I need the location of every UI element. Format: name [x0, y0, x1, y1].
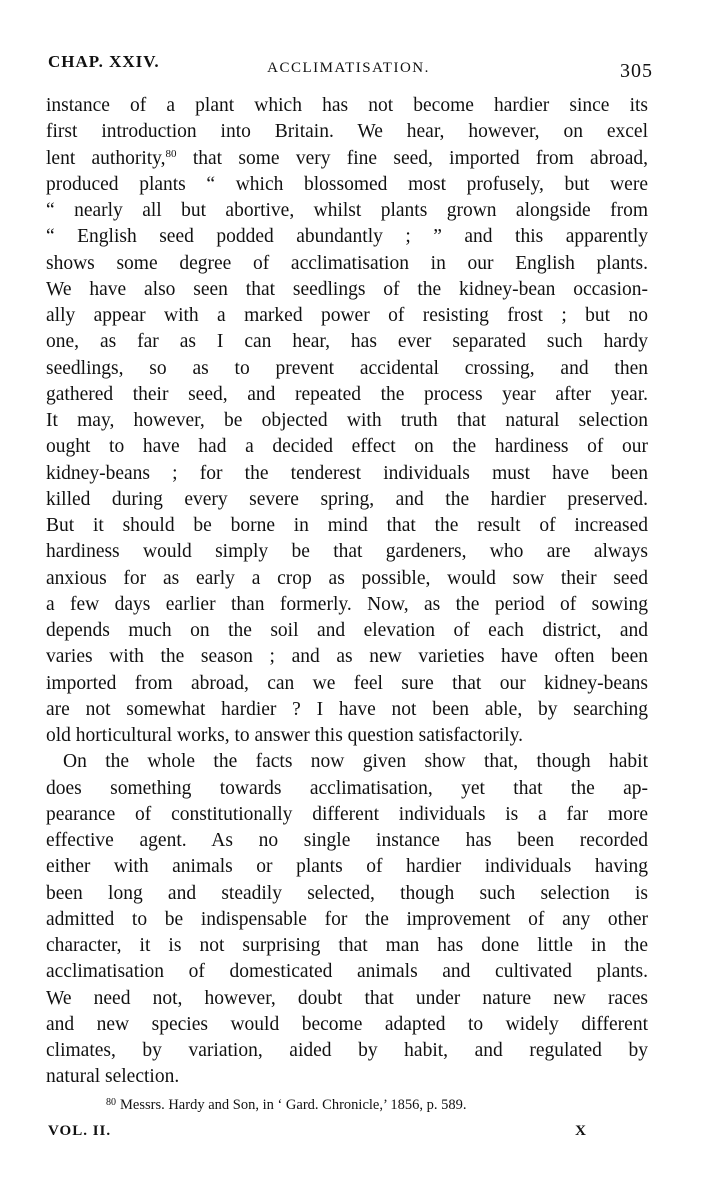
text-line: instance of a plant which has not become hardier since its: [46, 95, 648, 116]
text-line: effective agent. As no single instance has been recorded: [46, 830, 648, 851]
text-line: shows some degree of acclimatisation in our English plants.: [46, 252, 648, 274]
text-line: are not somewhat hardier ? I have not been able, by searching: [46, 698, 648, 720]
text-line: produced plants “ which blossomed most profusely, but were: [46, 173, 648, 195]
text-line: depends much on the soil and elevation of each district, and: [46, 620, 648, 641]
text-line: ought to have had a decided effect on the hardiness of our: [46, 436, 648, 458]
text-fragment: lent authority,: [46, 147, 166, 169]
running-head: [44, 50, 653, 80]
text-line: been long and steadily selected, though such selection is: [46, 882, 648, 904]
footnote-text: Messrs. Hardy and Son, in ‘ Gard. Chronicle,’ 1856, p. 589.: [120, 1097, 467, 1113]
text-line: old horticultural works, to answer this question satisfactorily.: [46, 725, 523, 746]
text-line-with-footnote-ref: [46, 146, 648, 172]
chapter-heading: CHAP. XXIV.: [48, 52, 160, 71]
text-line: and new species would become adapted to widely different: [46, 1013, 648, 1035]
text-line: “ nearly all but abortive, whilst plants grown alongside from: [46, 200, 648, 221]
signature-mark: X: [575, 1123, 587, 1139]
page-number: 305: [620, 60, 653, 82]
text-line: It may, however, be objected with truth that natural selection: [46, 410, 648, 431]
body-text: [46, 93, 648, 1091]
text-line: either with animals or plants of hardier individuals having: [46, 856, 648, 878]
text-line: pearance of constitutionally different individuals is a far more: [46, 803, 648, 825]
text-line: one, as far as I can hear, has ever separated such hardy: [46, 331, 648, 353]
text-line: admitted to be indispensable for the improvement of any other: [46, 908, 648, 930]
text-line: “ English seed podded abundantly ; ” and this apparently: [46, 226, 648, 248]
footnote: [106, 1097, 466, 1114]
text-line: climates, by variation, aided by habit, and regulated by: [46, 1040, 648, 1061]
text-fragment: that some very fine seed, imported from abroad,: [176, 147, 648, 169]
text-line: character, it is not surprising that man has done little in the: [46, 935, 648, 956]
text-line: But it should be borne in mind that the result of increased: [46, 515, 648, 536]
text-line: gathered their seed, and repeated the process year after year.: [46, 383, 648, 405]
text-line: natural selection.: [46, 1066, 180, 1088]
footnote-reference: 80: [165, 147, 177, 160]
text-line: acclimatisation of domesticated animals and cultivated plants.: [46, 961, 648, 983]
text-line: does something towards acclimatisation, yet that the ap-: [46, 777, 648, 799]
text-line: varies with the season ; and as new varieties have often been: [46, 646, 648, 668]
volume-label: VOL. II.: [48, 1123, 112, 1139]
text-line: anxious for as early a crop as possible, would sow their seed: [46, 567, 648, 589]
footnote-marker: 80: [106, 1097, 116, 1108]
text-line: hardiness would simply be that gardeners, who are always: [46, 541, 648, 563]
text-line: a few days earlier than formerly. Now, as the period of sowing: [46, 593, 648, 615]
text-line: imported from abroad, can we feel sure that our kidney-beans: [46, 672, 648, 694]
text-line: ally appear with a marked power of resisting frost ; but no: [46, 305, 648, 326]
text-line: We have also seen that seedlings of the kidney-bean occasion-: [46, 278, 648, 300]
text-line: kidney-beans ; for the tenderest individuals must have been: [46, 462, 648, 484]
paragraph-first-line: On the whole the facts now given show that, though habit: [63, 751, 648, 773]
text-line: first introduction into Britain. We hear, however, on excel: [46, 121, 648, 143]
text-line: seedlings, so as to prevent accidental crossing, and then: [46, 357, 648, 379]
text-line: We need not, however, doubt that under nature new races: [46, 987, 648, 1009]
text-line: killed during every severe spring, and the hardier preserved.: [46, 488, 648, 510]
running-title: ACCLIMATISATION.: [267, 60, 430, 76]
